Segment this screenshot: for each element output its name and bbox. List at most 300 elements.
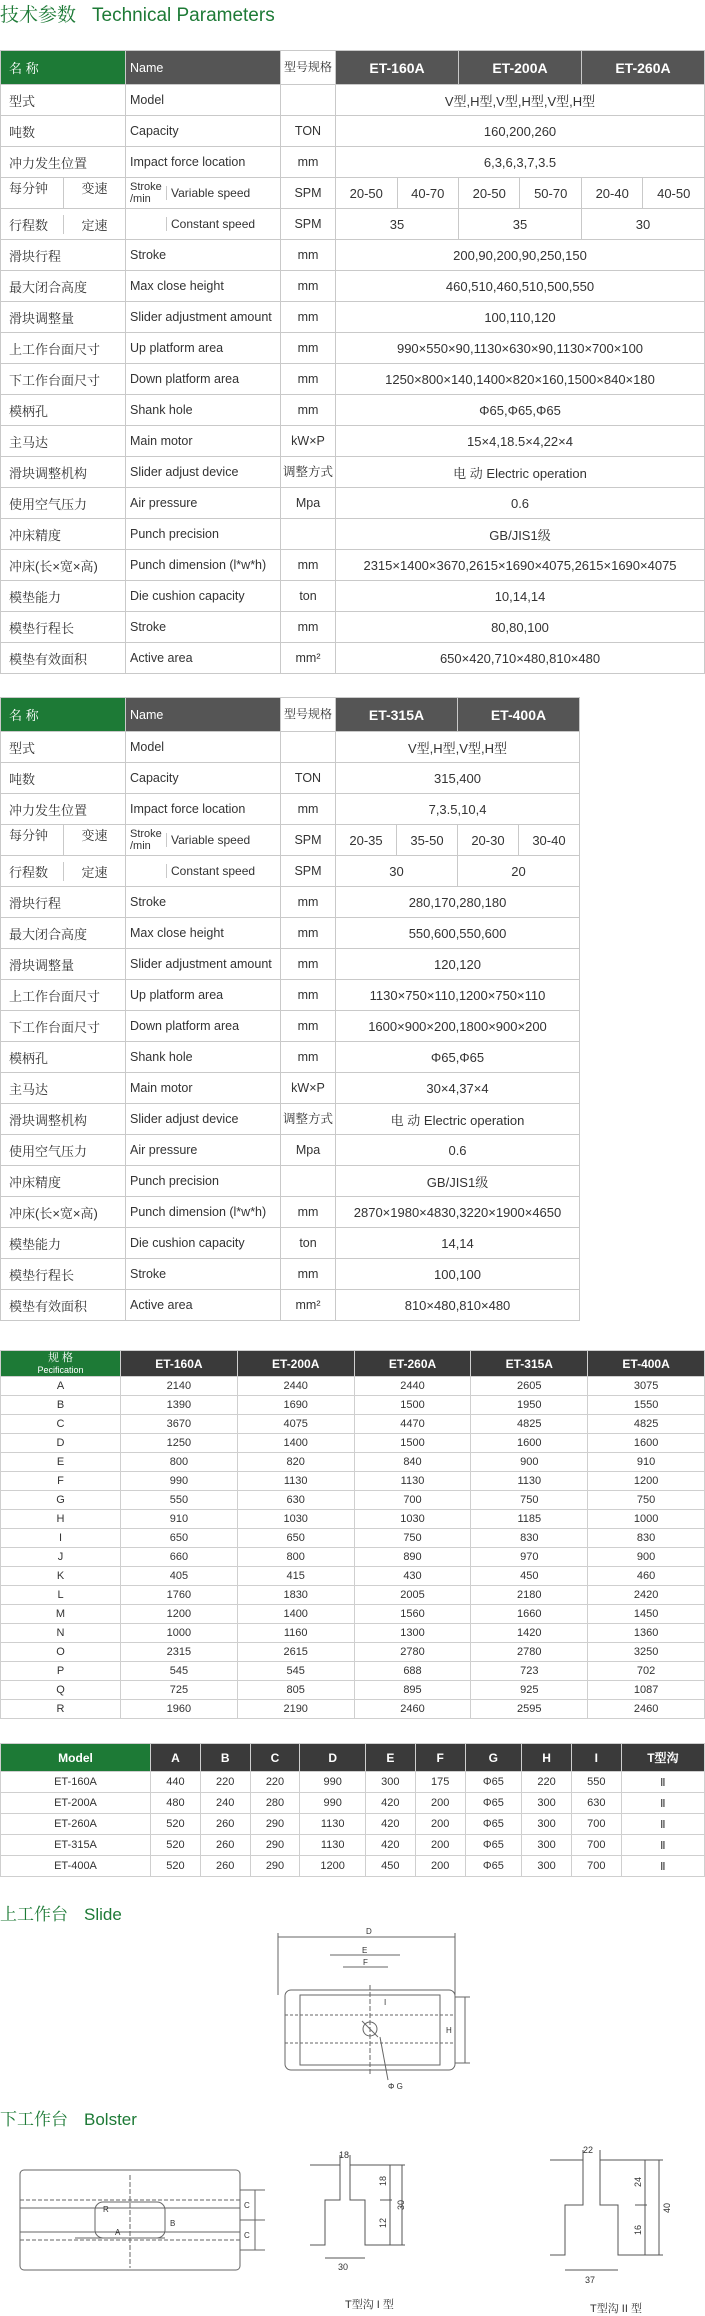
table-row bbox=[1, 980, 580, 1011]
tslot-value: Φ65 bbox=[465, 1835, 522, 1856]
spec-header bbox=[1, 1351, 121, 1377]
dim-value: 1950 bbox=[471, 1396, 588, 1415]
t1-dim-bottom: 30 bbox=[338, 2262, 349, 2272]
tslot-value: 280 bbox=[250, 1793, 300, 1814]
tslot-value: 260 bbox=[200, 1814, 250, 1835]
table-row bbox=[1, 1772, 705, 1793]
tslot-value: 220 bbox=[200, 1772, 250, 1793]
dim-key: P bbox=[1, 1662, 121, 1681]
dim-value: 2605 bbox=[471, 1377, 588, 1396]
constant-unit: SPM bbox=[281, 856, 336, 887]
tslot-value: 300 bbox=[365, 1772, 415, 1793]
table-row bbox=[1, 1135, 580, 1166]
dim-value: 750 bbox=[354, 1529, 471, 1548]
motor-label-en: Main motor bbox=[126, 426, 281, 457]
dim-value: 1400 bbox=[237, 1605, 354, 1624]
close-height-label-cn: 最大闭合高度 bbox=[1, 918, 126, 949]
down-platform-value: 1600×900×200,1800×900×200 bbox=[336, 1011, 580, 1042]
tslot-value: 1200 bbox=[300, 1856, 366, 1877]
table-row bbox=[1, 1104, 580, 1135]
variable-speed-value: 40-70 bbox=[397, 178, 458, 209]
die-cushion-label-en: Die cushion capacity bbox=[126, 1228, 281, 1259]
dim-value: 925 bbox=[471, 1681, 588, 1700]
tslot-value: 220 bbox=[522, 1772, 572, 1793]
tslot-value: 290 bbox=[250, 1835, 300, 1856]
section-title bbox=[0, 0, 275, 27]
tons-value: 160,200,260 bbox=[336, 116, 705, 147]
slide-dim-h: H bbox=[446, 2026, 452, 2035]
model-header: ET-260A bbox=[354, 1351, 471, 1377]
table-row bbox=[1, 1377, 705, 1396]
active-area-label-cn: 模垫有效面积 bbox=[1, 643, 126, 674]
per-minute-label: 每分钟 bbox=[9, 181, 49, 196]
tslot-type2-drawing bbox=[545, 2145, 685, 2300]
speed-label-cn bbox=[1, 825, 126, 856]
dim-value: 970 bbox=[471, 1548, 588, 1567]
die-cushion-label-en: Die cushion capacity bbox=[126, 581, 281, 612]
shank-hole-label-en: Shank hole bbox=[126, 395, 281, 426]
section-title-en: Technical Parameters bbox=[92, 5, 275, 26]
section-title-cn: 技术参数 bbox=[0, 5, 77, 26]
tslot-value: 300 bbox=[522, 1793, 572, 1814]
table-row bbox=[1, 1700, 705, 1719]
dim-value: 2615 bbox=[237, 1643, 354, 1662]
dim-value: 800 bbox=[121, 1453, 238, 1472]
table-row bbox=[1, 116, 705, 147]
die-cushion-unit: ton bbox=[281, 581, 336, 612]
tslot-value: 520 bbox=[151, 1814, 201, 1835]
constant-speed-label: Constant speed bbox=[166, 864, 280, 878]
tslot-value: 220 bbox=[250, 1772, 300, 1793]
tslot-value: 175 bbox=[415, 1772, 465, 1793]
air-pressure-unit: Mpa bbox=[281, 488, 336, 519]
impact-label-cn: 冲力发生位置 bbox=[1, 147, 126, 178]
constant-unit: SPM bbox=[281, 209, 336, 240]
tslot-value: 420 bbox=[365, 1835, 415, 1856]
table-row bbox=[1, 763, 580, 794]
air-pressure-unit: Mpa bbox=[281, 1135, 336, 1166]
dim-value: 2460 bbox=[354, 1700, 471, 1719]
stroke-label-en: Stroke bbox=[126, 240, 281, 271]
speed-unit: SPM bbox=[281, 825, 336, 856]
dim-value: 990 bbox=[121, 1472, 238, 1491]
table-row bbox=[1, 1793, 705, 1814]
constant-speed-value: 30 bbox=[581, 209, 704, 240]
shank-hole-value: Φ65,Φ65,Φ65 bbox=[336, 395, 705, 426]
up-platform-label-cn: 上工作台面尺寸 bbox=[1, 333, 126, 364]
die-stroke-value: 80,80,100 bbox=[336, 612, 705, 643]
tslot-value: 260 bbox=[200, 1835, 250, 1856]
dim-value: 1000 bbox=[588, 1510, 705, 1529]
shank-hole-label-cn: 模柄孔 bbox=[1, 1042, 126, 1073]
die-cushion-value: 10,14,14 bbox=[336, 581, 705, 612]
table-row bbox=[1, 147, 705, 178]
bolster-dim-r: R bbox=[103, 2205, 109, 2214]
table-row bbox=[1, 1396, 705, 1415]
dim-value: 1760 bbox=[121, 1586, 238, 1605]
model-header: ET-200A bbox=[458, 51, 581, 85]
constant-label-en bbox=[126, 209, 281, 240]
tslot-value: 700 bbox=[571, 1856, 621, 1877]
variable-label-cn: 变速 bbox=[63, 825, 125, 855]
column-header: B bbox=[200, 1744, 250, 1772]
dim-key: Q bbox=[1, 1681, 121, 1700]
dim-value: 650 bbox=[121, 1529, 238, 1548]
model-header: ET-260A bbox=[581, 51, 704, 85]
table-row bbox=[1, 302, 705, 333]
table-row bbox=[1, 732, 580, 763]
dim-key: M bbox=[1, 1605, 121, 1624]
slider-adjust-device-value: 电 动 Electric operation bbox=[336, 1104, 580, 1135]
dim-value: 723 bbox=[471, 1662, 588, 1681]
t1-dim-right-upper: 18 bbox=[378, 2175, 388, 2186]
column-header: F bbox=[415, 1744, 465, 1772]
dim-key: K bbox=[1, 1567, 121, 1586]
precision-value: GB/JIS1级 bbox=[336, 1166, 580, 1197]
motor-unit: kW×P bbox=[281, 426, 336, 457]
dim-value: 3250 bbox=[588, 1643, 705, 1662]
constant-speed-value: 35 bbox=[336, 209, 459, 240]
table-header-row bbox=[1, 698, 580, 732]
tslot-value: 290 bbox=[250, 1814, 300, 1835]
motor-label-en: Main motor bbox=[126, 1073, 281, 1104]
slide-heading bbox=[0, 1900, 122, 1925]
dim-value: 2460 bbox=[588, 1700, 705, 1719]
type-unit bbox=[281, 85, 336, 116]
dim-value: 700 bbox=[354, 1491, 471, 1510]
table-row bbox=[1, 85, 705, 116]
variable-speed-value: 20-40 bbox=[581, 178, 642, 209]
column-header: T型沟 bbox=[621, 1744, 704, 1772]
type-label-en: Model bbox=[126, 732, 281, 763]
down-platform-label-en: Down platform area bbox=[126, 1011, 281, 1042]
table-row bbox=[1, 856, 580, 887]
motor-label-cn: 主马达 bbox=[1, 1073, 126, 1104]
t1-dim-right-lower: 12 bbox=[378, 2217, 388, 2228]
spec-header-en: Pecification bbox=[37, 1364, 84, 1375]
table-row bbox=[1, 581, 705, 612]
stroke-unit: mm bbox=[281, 240, 336, 271]
dim-value: 1500 bbox=[354, 1434, 471, 1453]
down-platform-label-cn: 下工作台面尺寸 bbox=[1, 1011, 126, 1042]
table-row bbox=[1, 1529, 705, 1548]
dim-value: 702 bbox=[588, 1662, 705, 1681]
dim-value: 910 bbox=[121, 1510, 238, 1529]
dim-key: R bbox=[1, 1700, 121, 1719]
tslot-value: 200 bbox=[415, 1835, 465, 1856]
dim-value: 450 bbox=[471, 1567, 588, 1586]
precision-label-en: Punch precision bbox=[126, 1166, 281, 1197]
active-area-label-en: Active area bbox=[126, 643, 281, 674]
table-row bbox=[1, 1835, 705, 1856]
t1-dim-top: 18 bbox=[339, 2150, 350, 2160]
tslot-type1-caption: T型沟 I 型 bbox=[345, 2299, 394, 2311]
dim-value: 1087 bbox=[588, 1681, 705, 1700]
dim-key: J bbox=[1, 1548, 121, 1567]
up-platform-value: 1130×750×110,1200×750×110 bbox=[336, 980, 580, 1011]
tslot-value: 700 bbox=[571, 1814, 621, 1835]
impact-unit: mm bbox=[281, 147, 336, 178]
bolster-dim-c2: C bbox=[244, 2231, 250, 2240]
t2-dim-bottom: 37 bbox=[585, 2275, 596, 2285]
table-row bbox=[1, 271, 705, 302]
model-header: ET-200A bbox=[237, 1351, 354, 1377]
dim-value: 900 bbox=[471, 1453, 588, 1472]
dim-value: 910 bbox=[588, 1453, 705, 1472]
stroke-count-label-cn bbox=[1, 209, 126, 240]
constant-speed-value: 20 bbox=[457, 856, 579, 887]
tslot-value: 450 bbox=[365, 1856, 415, 1877]
die-stroke-label-en: Stroke bbox=[126, 612, 281, 643]
dim-key: C bbox=[1, 1415, 121, 1434]
dim-value: 900 bbox=[588, 1548, 705, 1567]
column-header: A bbox=[151, 1744, 201, 1772]
air-pressure-label-en: Air pressure bbox=[126, 488, 281, 519]
down-platform-label-en: Down platform area bbox=[126, 364, 281, 395]
impact-label-cn: 冲力发生位置 bbox=[1, 794, 126, 825]
tslot-table bbox=[0, 1743, 705, 1877]
table-header-row bbox=[1, 51, 705, 85]
tons-unit: TON bbox=[281, 763, 336, 794]
variable-speed-value: 20-50 bbox=[458, 178, 519, 209]
precision-unit bbox=[281, 519, 336, 550]
dim-value: 1130 bbox=[237, 1472, 354, 1491]
motor-value: 30×4,37×4 bbox=[336, 1073, 580, 1104]
dim-key: O bbox=[1, 1643, 121, 1662]
dim-value: 1185 bbox=[471, 1510, 588, 1529]
precision-label-cn: 冲床精度 bbox=[1, 519, 126, 550]
air-pressure-label-cn: 使用空气压力 bbox=[1, 1135, 126, 1166]
speed-unit: SPM bbox=[281, 178, 336, 209]
dim-value: 3670 bbox=[121, 1415, 238, 1434]
dim-value: 660 bbox=[121, 1548, 238, 1567]
slide-dim-d: D bbox=[366, 1927, 372, 1936]
active-area-unit: mm² bbox=[281, 1290, 336, 1321]
dim-value: 430 bbox=[354, 1567, 471, 1586]
dim-value: 460 bbox=[588, 1567, 705, 1586]
model-cell: ET-260A bbox=[1, 1814, 151, 1835]
dim-value: 1830 bbox=[237, 1586, 354, 1605]
table-row bbox=[1, 1567, 705, 1586]
tslot-value: 290 bbox=[250, 1856, 300, 1877]
active-area-value: 650×420,710×480,810×480 bbox=[336, 643, 705, 674]
slider-adjust-device-label-cn: 滑块调整机构 bbox=[1, 1104, 126, 1135]
tslot-type2-caption: T型沟 II 型 bbox=[590, 2303, 642, 2315]
tons-label-cn: 吨数 bbox=[1, 763, 126, 794]
dim-key: I bbox=[1, 1529, 121, 1548]
dim-value: 4825 bbox=[471, 1415, 588, 1434]
table-row bbox=[1, 457, 705, 488]
dim-value: 415 bbox=[237, 1567, 354, 1586]
table-row bbox=[1, 1011, 580, 1042]
tslot-value: 200 bbox=[415, 1814, 465, 1835]
punch-dimension-label-cn: 冲床(长×宽×高) bbox=[1, 1197, 126, 1228]
tslot-value: 520 bbox=[151, 1835, 201, 1856]
type-label-cn: 型式 bbox=[1, 85, 126, 116]
dim-value: 1690 bbox=[237, 1396, 354, 1415]
table-row bbox=[1, 1681, 705, 1700]
header-name-en: Name bbox=[126, 698, 281, 732]
precision-label-en: Punch precision bbox=[126, 519, 281, 550]
t2-dim-right-upper: 24 bbox=[633, 2176, 643, 2187]
header-name-cn: 名 称 bbox=[1, 51, 126, 85]
slide-heading-cn: 上工作台 bbox=[0, 1905, 68, 1924]
active-area-unit: mm² bbox=[281, 643, 336, 674]
die-cushion-label-cn: 模垫能力 bbox=[1, 1228, 126, 1259]
table-row bbox=[1, 1166, 580, 1197]
dim-key: D bbox=[1, 1434, 121, 1453]
slide-dim-e: E bbox=[362, 1946, 368, 1955]
precision-label-cn: 冲床精度 bbox=[1, 1166, 126, 1197]
dim-value: 688 bbox=[354, 1662, 471, 1681]
slide-dim-f: F bbox=[363, 1958, 368, 1967]
punch-dimension-label-en: Punch dimension (l*w*h) bbox=[126, 1197, 281, 1228]
punch-dimension-value: 2315×1400×3670,2615×1690×4075,2615×1690×4075 bbox=[336, 550, 705, 581]
dim-key: H bbox=[1, 1510, 121, 1529]
tslot-value: 630 bbox=[571, 1793, 621, 1814]
constant-speed-label: Constant speed bbox=[166, 217, 280, 231]
slider-adjust-device-label-en: Slider adjust device bbox=[126, 457, 281, 488]
motor-unit: kW×P bbox=[281, 1073, 336, 1104]
bolster-heading-en: Bolster bbox=[84, 2110, 137, 2129]
dim-value: 4470 bbox=[354, 1415, 471, 1434]
column-header: Model bbox=[1, 1744, 151, 1772]
tslot-value: 1130 bbox=[300, 1835, 366, 1856]
tslot-value: 260 bbox=[200, 1856, 250, 1877]
die-stroke-label-cn: 模垫行程长 bbox=[1, 612, 126, 643]
table-header-row bbox=[1, 1744, 705, 1772]
table-row bbox=[1, 918, 580, 949]
table-row bbox=[1, 794, 580, 825]
slider-adjust-device-value: 电 动 Electric operation bbox=[336, 457, 705, 488]
table-row bbox=[1, 519, 705, 550]
tons-label-cn: 吨数 bbox=[1, 116, 126, 147]
table-row bbox=[1, 1228, 580, 1259]
slide-drawing bbox=[270, 1925, 470, 2105]
dim-key: B bbox=[1, 1396, 121, 1415]
bolster-heading bbox=[0, 2105, 137, 2130]
model-header: ET-160A bbox=[121, 1351, 238, 1377]
dim-value: 1030 bbox=[354, 1510, 471, 1529]
table-row bbox=[1, 488, 705, 519]
dim-value: 2140 bbox=[121, 1377, 238, 1396]
type-unit bbox=[281, 732, 336, 763]
dim-value: 2440 bbox=[354, 1377, 471, 1396]
tslot-value: 200 bbox=[415, 1793, 465, 1814]
constant-label-en bbox=[126, 856, 281, 887]
dim-value: 750 bbox=[471, 1491, 588, 1510]
dim-value: 2780 bbox=[354, 1643, 471, 1662]
dim-value: 1450 bbox=[588, 1605, 705, 1624]
column-header: H bbox=[522, 1744, 572, 1772]
die-stroke-value: 100,100 bbox=[336, 1259, 580, 1290]
constant-speed-value: 35 bbox=[458, 209, 581, 240]
dim-value: 4825 bbox=[588, 1415, 705, 1434]
bolster-dim-c1: C bbox=[244, 2201, 250, 2210]
dim-value: 1200 bbox=[121, 1605, 238, 1624]
down-platform-unit: mm bbox=[281, 1011, 336, 1042]
close-height-value: 460,510,460,510,500,550 bbox=[336, 271, 705, 302]
table-row bbox=[1, 887, 580, 918]
model-header: ET-315A bbox=[336, 698, 458, 732]
punch-dimension-unit: mm bbox=[281, 1197, 336, 1228]
model-cell: ET-160A bbox=[1, 1772, 151, 1793]
impact-label-en: Impact force location bbox=[126, 794, 281, 825]
dim-value: 4075 bbox=[237, 1415, 354, 1434]
tslot-value: Ⅱ bbox=[621, 1856, 704, 1877]
dim-value: 800 bbox=[237, 1548, 354, 1567]
dim-value: 650 bbox=[237, 1529, 354, 1548]
table-row bbox=[1, 1472, 705, 1491]
dim-value: 545 bbox=[121, 1662, 238, 1681]
die-cushion-value: 14,14 bbox=[336, 1228, 580, 1259]
table-row bbox=[1, 1434, 705, 1453]
variable-speed-value: 20-35 bbox=[336, 825, 397, 856]
tslot-value: 300 bbox=[522, 1814, 572, 1835]
dim-value: 830 bbox=[588, 1529, 705, 1548]
dim-value: 1660 bbox=[471, 1605, 588, 1624]
header-name-cn: 名 称 bbox=[1, 698, 126, 732]
table-row bbox=[1, 395, 705, 426]
dim-value: 1130 bbox=[471, 1472, 588, 1491]
table-row bbox=[1, 1624, 705, 1643]
tons-label-en: Capacity bbox=[126, 116, 281, 147]
variable-speed-value: 20-30 bbox=[457, 825, 518, 856]
column-header: I bbox=[571, 1744, 621, 1772]
slide-heading-en: Slide bbox=[84, 1905, 122, 1924]
stroke-label-en: Stroke bbox=[126, 887, 281, 918]
air-pressure-value: 0.6 bbox=[336, 488, 705, 519]
slider-adj-value: 100,110,120 bbox=[336, 302, 705, 333]
table-row bbox=[1, 333, 705, 364]
variable-speed-value: 20-50 bbox=[336, 178, 397, 209]
table-header-row bbox=[1, 1351, 705, 1377]
table-row bbox=[1, 1662, 705, 1681]
model-header: ET-315A bbox=[471, 1351, 588, 1377]
tslot-value: 550 bbox=[571, 1772, 621, 1793]
stroke-per-min-label: Stroke /min bbox=[130, 181, 162, 205]
up-platform-label-en: Up platform area bbox=[126, 980, 281, 1011]
down-platform-value: 1250×800×140,1400×820×160,1500×840×180 bbox=[336, 364, 705, 395]
tslot-value: Ⅱ bbox=[621, 1814, 704, 1835]
spec-table-1 bbox=[0, 50, 705, 674]
table-row bbox=[1, 1453, 705, 1472]
active-area-label-en: Active area bbox=[126, 1290, 281, 1321]
dim-value: 1400 bbox=[237, 1434, 354, 1453]
variable-speed-value: 40-50 bbox=[643, 178, 705, 209]
dim-value: 1160 bbox=[237, 1624, 354, 1643]
tslot-value: 990 bbox=[300, 1772, 366, 1793]
stroke-unit: mm bbox=[281, 887, 336, 918]
table-row bbox=[1, 1491, 705, 1510]
table-row bbox=[1, 1586, 705, 1605]
model-header: ET-400A bbox=[457, 698, 579, 732]
variable-label-en: Variable speed bbox=[166, 186, 280, 200]
dim-value: 2315 bbox=[121, 1643, 238, 1662]
variable-speed-value: 50-70 bbox=[520, 178, 581, 209]
dim-value: 2190 bbox=[237, 1700, 354, 1719]
stroke-count-label: 行程数 bbox=[9, 864, 49, 880]
up-platform-label-en: Up platform area bbox=[126, 333, 281, 364]
punch-dimension-label-cn: 冲床(长×宽×高) bbox=[1, 550, 126, 581]
up-platform-unit: mm bbox=[281, 980, 336, 1011]
close-height-label-cn: 最大闭合高度 bbox=[1, 271, 126, 302]
table-row bbox=[1, 1814, 705, 1835]
dim-value: 840 bbox=[354, 1453, 471, 1472]
stroke-per-min-label: Stroke /min bbox=[130, 828, 162, 852]
tslot-value: Φ65 bbox=[465, 1772, 522, 1793]
constant-label-cn: 定速 bbox=[63, 862, 125, 881]
